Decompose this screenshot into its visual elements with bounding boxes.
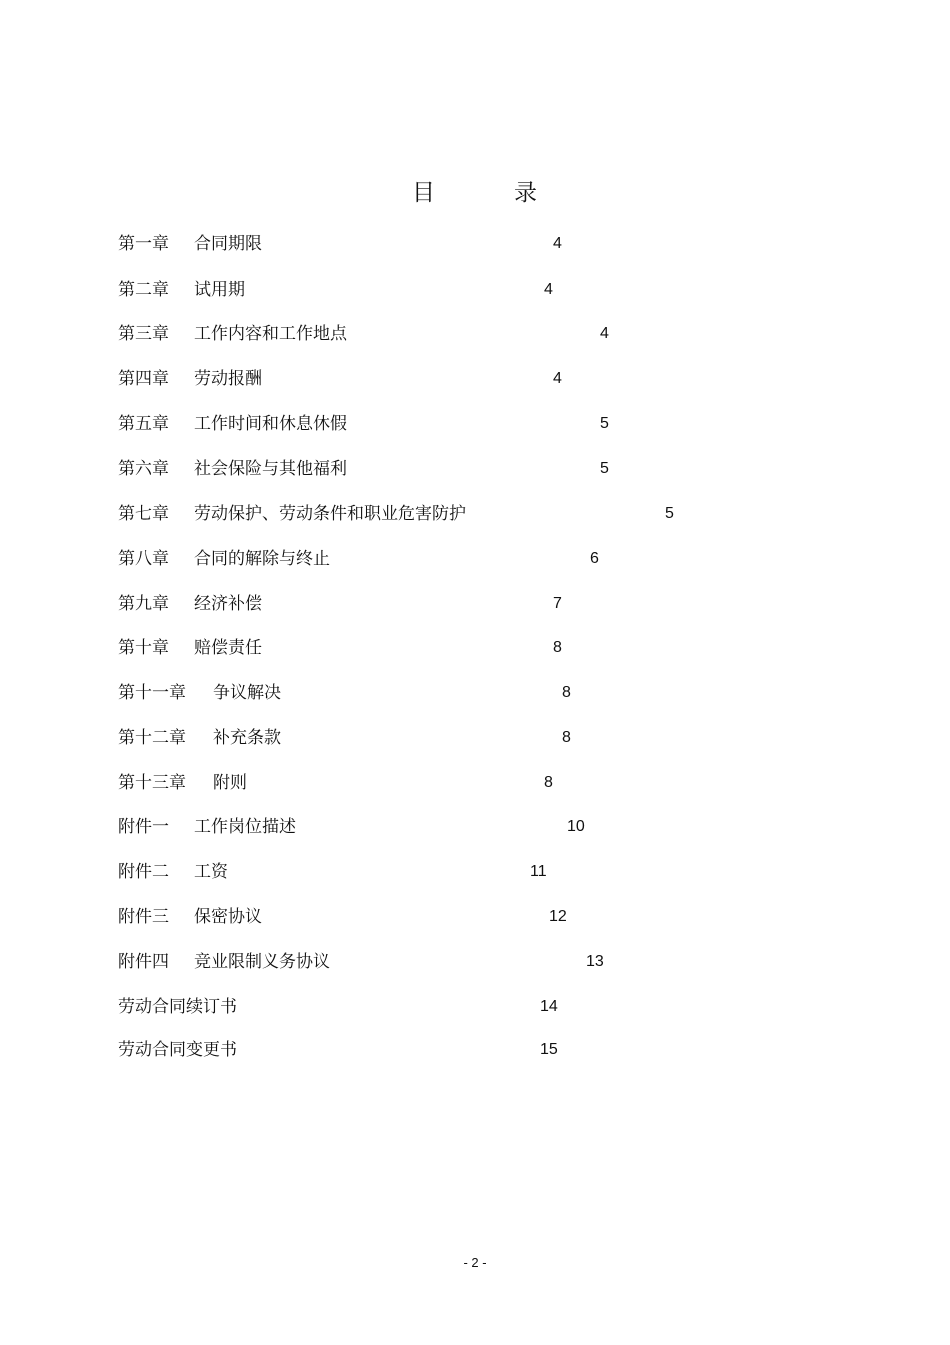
toc-title-text: 工作时间和休息休假 bbox=[194, 414, 347, 434]
toc-page-number: 4 bbox=[544, 281, 553, 298]
toc-chapter: 第四章 bbox=[118, 369, 169, 389]
toc-chapter: 第六章 bbox=[118, 459, 169, 479]
toc-entry[interactable] bbox=[0, 859, 950, 885]
toc-title-text: 经济补偿 bbox=[194, 594, 262, 614]
toc-entry[interactable] bbox=[0, 770, 950, 796]
toc-page-number: 13 bbox=[586, 953, 604, 970]
toc-chapter: 第七章 bbox=[118, 504, 169, 524]
toc-chapter: 第十一章 bbox=[118, 683, 186, 703]
toc-entry[interactable] bbox=[0, 231, 950, 257]
toc-entry[interactable] bbox=[0, 814, 950, 840]
toc-chapter: 第一章 bbox=[118, 234, 169, 254]
toc-chapter: 第十章 bbox=[118, 638, 169, 658]
toc-chapter: 第十三章 bbox=[118, 773, 186, 793]
toc-page-number: 12 bbox=[549, 908, 567, 925]
toc-entry[interactable] bbox=[0, 321, 950, 347]
toc-entry[interactable] bbox=[0, 725, 950, 751]
toc-entry[interactable] bbox=[0, 366, 950, 392]
toc-page-number: 7 bbox=[553, 595, 562, 612]
toc-entry[interactable] bbox=[0, 680, 950, 706]
toc-chapter: 附件三 bbox=[118, 907, 169, 927]
toc-title-text: 合同的解除与终止 bbox=[194, 549, 330, 569]
toc-chapter: 第二章 bbox=[118, 280, 169, 300]
toc-title-text: 赔偿责任 bbox=[194, 638, 262, 658]
toc-chapter: 附件一 bbox=[118, 817, 169, 837]
toc-chapter: 第三章 bbox=[118, 324, 169, 344]
toc-title-text: 工作内容和工作地点 bbox=[194, 324, 347, 344]
toc-page-number: 8 bbox=[562, 684, 571, 701]
toc-entry[interactable] bbox=[0, 904, 950, 930]
toc-page-number: 4 bbox=[600, 325, 609, 342]
toc-title-text: 附则 bbox=[213, 773, 247, 793]
toc-page-number: 8 bbox=[562, 729, 571, 746]
toc-chapter: 第八章 bbox=[118, 549, 169, 569]
toc-entry[interactable] bbox=[0, 635, 950, 661]
toc-page-number: 8 bbox=[544, 774, 553, 791]
toc-entry[interactable] bbox=[0, 949, 950, 975]
toc-chapter: 第九章 bbox=[118, 594, 169, 614]
toc-page-number: 11 bbox=[530, 863, 547, 880]
toc-title-text: 补充条款 bbox=[213, 728, 281, 748]
toc-chapter: 附件二 bbox=[118, 862, 169, 882]
toc-page-number: 5 bbox=[600, 460, 609, 477]
toc-entry[interactable] bbox=[0, 277, 950, 303]
toc-chapter: 附件四 bbox=[118, 952, 169, 972]
toc-chapter: 劳动合同变更书 bbox=[118, 1040, 237, 1060]
toc-entry[interactable] bbox=[0, 591, 950, 617]
toc-page-number: 14 bbox=[540, 998, 558, 1015]
toc-title-text: 劳动报酬 bbox=[194, 369, 262, 389]
toc-title-text: 竞业限制义务协议 bbox=[194, 952, 330, 972]
toc-chapter: 劳动合同续订书 bbox=[118, 997, 237, 1017]
toc-entry[interactable] bbox=[0, 546, 950, 572]
toc-page-number: 5 bbox=[665, 505, 674, 522]
toc-title-text: 合同期限 bbox=[194, 234, 262, 254]
toc-title-text: 工资 bbox=[194, 862, 228, 882]
toc-page-number: 5 bbox=[600, 415, 609, 432]
toc-page-number: 8 bbox=[553, 639, 562, 656]
toc-entry[interactable] bbox=[0, 1037, 950, 1063]
toc-entry[interactable] bbox=[0, 994, 950, 1020]
toc-page-number: 4 bbox=[553, 370, 562, 387]
toc-entry[interactable] bbox=[0, 411, 950, 437]
toc-title-text: 劳动保护、劳动条件和职业危害防护 bbox=[194, 504, 466, 524]
toc-page-number: 6 bbox=[590, 550, 599, 567]
toc-page-number: 10 bbox=[567, 818, 585, 835]
toc-title bbox=[0, 176, 950, 210]
toc-page-number: 15 bbox=[540, 1041, 558, 1058]
toc-chapter: 第十二章 bbox=[118, 728, 186, 748]
toc-entry[interactable] bbox=[0, 501, 950, 527]
toc-page-number: 4 bbox=[553, 235, 562, 252]
toc-title-text: 工作岗位描述 bbox=[194, 817, 296, 837]
toc-title-part1: 目 bbox=[412, 180, 435, 206]
toc-title-part2: 录 bbox=[514, 180, 537, 206]
toc-chapter: 第五章 bbox=[118, 414, 169, 434]
toc-title-text: 社会保险与其他福利 bbox=[194, 459, 347, 479]
toc-entry[interactable] bbox=[0, 456, 950, 482]
toc-title-text: 保密协议 bbox=[194, 907, 262, 927]
page-footer-number: - 2 - bbox=[463, 1255, 487, 1270]
toc-title-text: 争议解决 bbox=[213, 683, 281, 703]
toc-title-text: 试用期 bbox=[194, 280, 245, 300]
